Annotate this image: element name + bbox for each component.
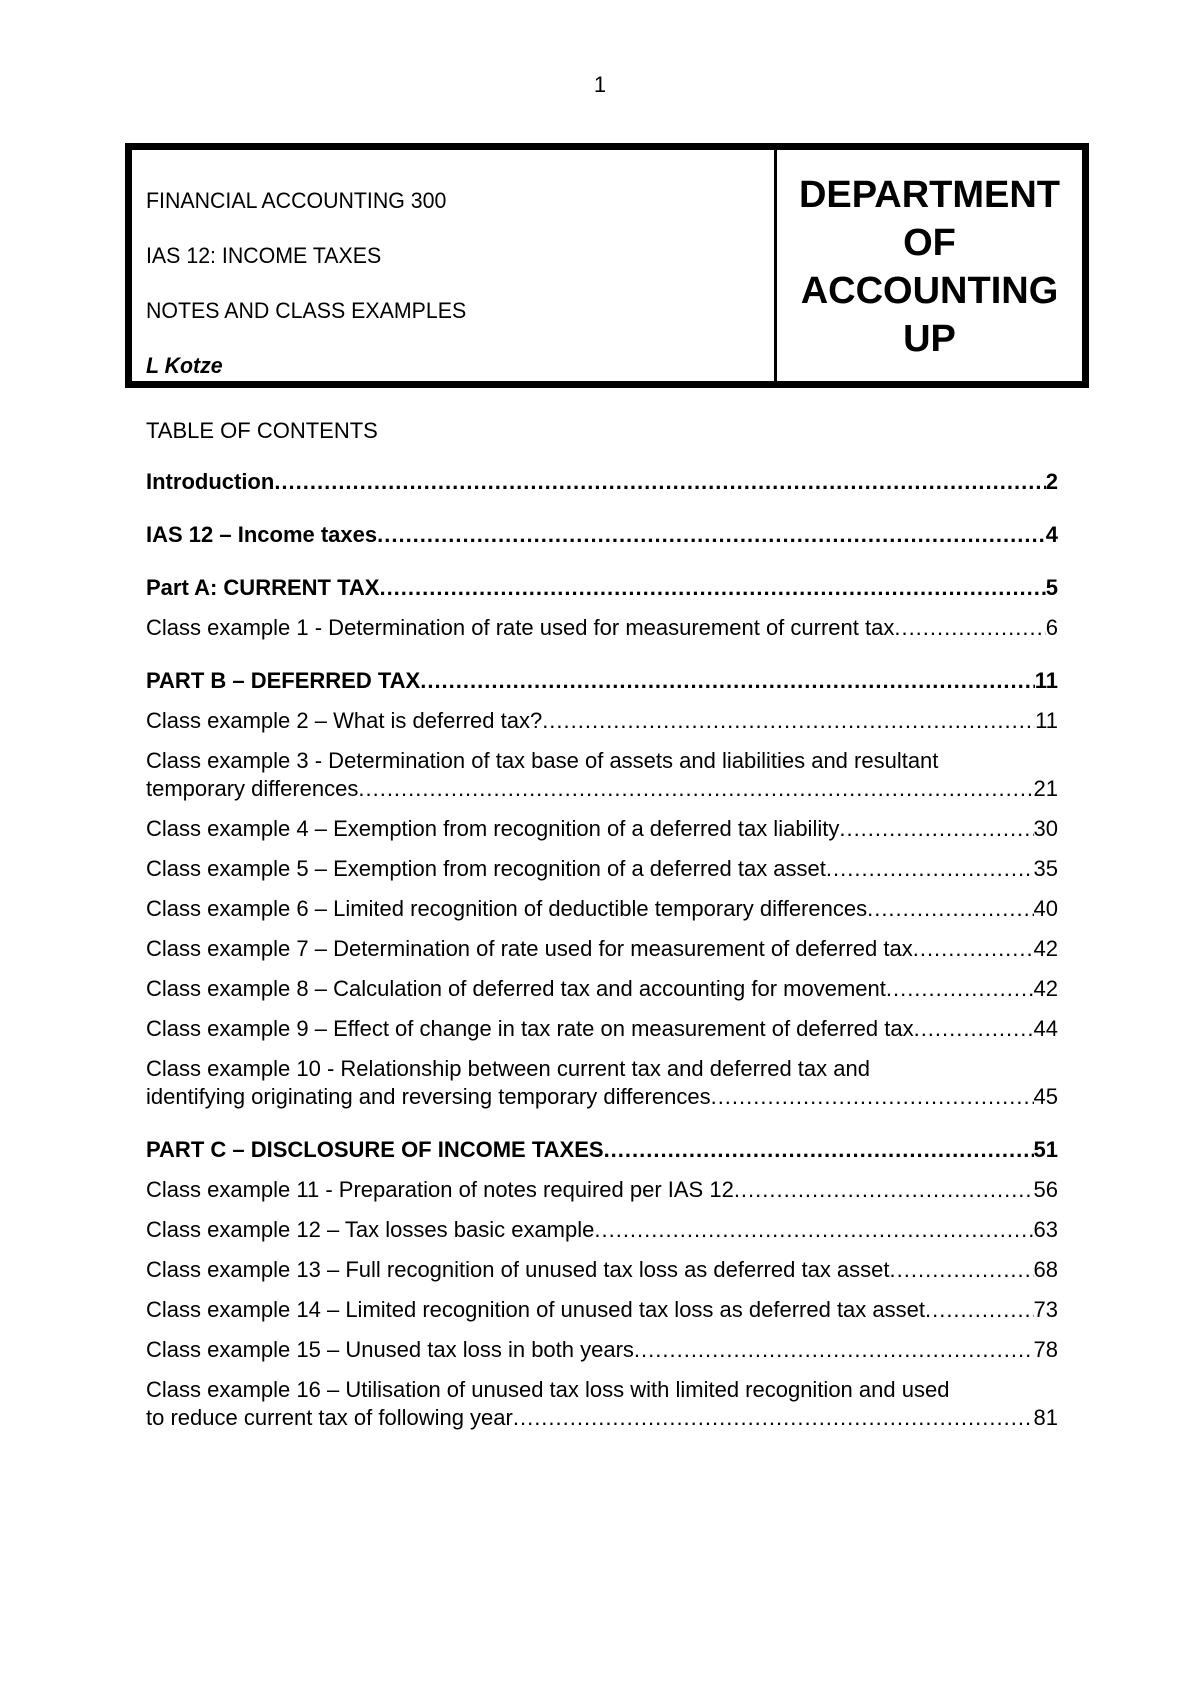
department-label [777, 150, 1082, 381]
toc-entry[interactable]: Class example 1 - Determination of rate used for measurement of current tax ..... 6 [146, 614, 1058, 642]
toc-entry[interactable]: Class example 14 – Limited recognition of unused tax loss as deferred tax asset ..... 73 [146, 1296, 1058, 1324]
department-line-1: DEPARTMENT [798, 173, 1061, 216]
page-number: 1 [593, 72, 607, 97]
toc-entry[interactable]: Class example 13 – Full recognition of unused tax loss as deferred tax asset ..... 68 [146, 1256, 1058, 1284]
toc-entry[interactable]: PART C – DISCLOSURE OF INCOME TAXES ..... 51 [146, 1136, 1058, 1164]
toc-entry[interactable]: Class example 11 - Preparation of notes required per IAS 12 ..... 56 [146, 1176, 1058, 1204]
department-line-3: ACCOUNTING [800, 269, 1059, 312]
title-block [125, 143, 1089, 388]
subject-title: IAS 12: INCOME TAXES [146, 243, 382, 268]
course-info [132, 150, 777, 381]
department-line-4: UP [903, 317, 956, 360]
department-line-2: OF [903, 221, 956, 264]
toc-entry[interactable]: Class example 4 – Exemption from recognition of a deferred tax liability ..... 30 [146, 815, 1058, 843]
toc-entry[interactable]: IAS 12 – Income taxes ..... 4 [146, 521, 1058, 549]
author: L Kotze [146, 353, 223, 378]
toc-entry[interactable]: Introduction ..... 2 [146, 468, 1058, 496]
toc-entry[interactable]: Class example 2 – What is deferred tax? ..... 11 [146, 707, 1058, 735]
toc-entry[interactable]: Class example 8 – Calculation of deferred tax and accounting for movement ..... 42 [146, 975, 1058, 1003]
toc-entry[interactable]: Class example 6 – Limited recognition of deductible temporary differences ..... 40 [146, 895, 1058, 923]
toc-entry[interactable]: Class example 9 – Effect of change in tax rate on measurement of deferred tax ..... 44 [146, 1015, 1058, 1043]
toc-entry[interactable]: Class example 15 – Unused tax loss in both years ..... 78 [146, 1336, 1058, 1364]
toc-entry[interactable]: Class example 10 - Relationship between current tax and deferred tax and identifying originating and reversing temporary differences ..... 45 [146, 1055, 1058, 1111]
toc-entry[interactable]: Class example 7 – Determination of rate used for measurement of deferred tax ..... 42 [146, 935, 1058, 963]
toc-entry[interactable]: Class example 5 – Exemption from recognition of a deferred tax asset ..... 35 [146, 855, 1058, 883]
toc-entry[interactable]: Class example 12 – Tax losses basic example ..... 63 [146, 1216, 1058, 1244]
toc-heading: TABLE OF CONTENTS [146, 418, 378, 443]
toc-entry[interactable]: Class example 16 – Utilisation of unused tax loss with limited recognition and used to reduce current tax of following year ..... 81 [146, 1376, 1058, 1432]
toc-entry[interactable]: PART B – DEFERRED TAX ..... 11 [146, 667, 1058, 695]
toc-entry[interactable]: Class example 3 - Determination of tax base of assets and liabilities and resultant temporary differences ..... 21 [146, 747, 1058, 803]
course-title: FINANCIAL ACCOUNTING 300 [146, 188, 447, 213]
notes-title: NOTES AND CLASS EXAMPLES [146, 298, 467, 323]
toc-entry[interactable]: Part A: CURRENT TAX ..... 5 [146, 574, 1058, 602]
